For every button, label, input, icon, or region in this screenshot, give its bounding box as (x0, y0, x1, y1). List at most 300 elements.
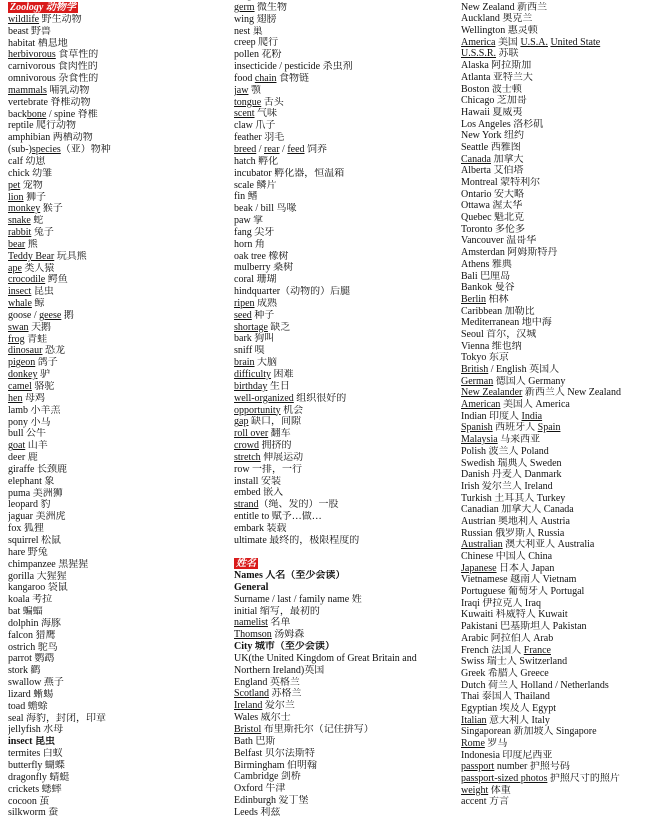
vocab-entry (461, 247, 660, 259)
entry-underlined: crocodile (8, 274, 46, 286)
entry-text: Amsterdan 阿姆斯特丹 (461, 247, 558, 259)
entry-text: beak / bill 鸟喙 (234, 203, 297, 215)
entry-text: stork 鹳 (8, 665, 41, 677)
vocab-entry (8, 203, 230, 215)
entry-underlined: monkey (8, 203, 41, 215)
entry-underlined: New Zealander (461, 387, 523, 399)
entry-meaning: 澳大利亚人 Australia (502, 539, 595, 551)
entry-text: embark 装载 (234, 522, 287, 534)
vocab-entry (234, 168, 458, 180)
entry-meaning: 缺乏 (267, 321, 291, 333)
vocab-entry (8, 227, 230, 239)
entry-text: creep 爬行 (234, 37, 279, 49)
entry-text: Caribbean 加勒比 (461, 305, 535, 317)
entry-prefix: back (8, 108, 27, 120)
entry-text: Chicago 芝加哥 (461, 95, 527, 107)
vocab-entry (8, 784, 230, 796)
entry-text: nest 巢 (234, 25, 263, 37)
vocab-entry (461, 212, 660, 224)
entry-text: oak tree 橡树 (234, 250, 289, 262)
entry-meaning: 哺乳动物 (46, 84, 90, 96)
entry-underlined: Scotland (234, 688, 269, 700)
entry-middle: / (279, 143, 288, 155)
vocab-entry (461, 294, 660, 306)
entry-underlined: scent (234, 108, 255, 120)
vocab-entry (461, 680, 660, 692)
entry-text: Portuguese 葡萄牙人 Portugal (461, 586, 585, 598)
vocab-entry (8, 499, 230, 511)
entry-underlined: rear (264, 143, 280, 155)
vocab-entry (234, 393, 458, 405)
entry-text: Wales 威尔士 (234, 712, 291, 724)
vocab-entry (234, 629, 458, 641)
entry-underlined: swan (8, 321, 29, 333)
entry-underlined: opportunity (234, 404, 281, 416)
entry-meaning: 新西兰人 New Zealand (522, 387, 621, 399)
vocab-entry (8, 476, 230, 488)
vocab-entry (8, 334, 230, 346)
vocab-entry (461, 271, 660, 283)
vocab-entry (8, 807, 230, 819)
entry-text: Irish 爱尔兰人 Ireland (461, 480, 553, 492)
entry-meaning: 母鸡 (22, 392, 45, 404)
vocab-entry (461, 60, 660, 72)
entry-meaning: 体重 (488, 784, 511, 796)
entry-underlined: Japanese (461, 562, 497, 574)
vocab-entry (234, 215, 458, 227)
entry-underlined: birthday (234, 380, 268, 392)
section-heading: Zoology 动物学 (10, 2, 76, 13)
vocab-entry (461, 13, 660, 25)
vocab-entry (461, 306, 660, 318)
entry-underlined: mammals (8, 84, 47, 96)
vocab-entry (8, 606, 230, 618)
vocab-entry (234, 262, 458, 274)
entry-meaning: 鸽子 (35, 357, 58, 369)
vocab-entry (8, 642, 230, 654)
entry-text: calf 幼崽 (8, 155, 46, 167)
entry-underlined: American (461, 399, 501, 411)
entry-text: Cambridge 剑桥 (234, 771, 301, 783)
entry-text: toad 蟾蜍 (8, 700, 48, 712)
entry-meaning: 翻车 (268, 428, 291, 440)
vocab-entry (461, 726, 660, 738)
entry-underlined: Spain (537, 422, 561, 434)
vocab-entry (8, 251, 230, 263)
entry-text: Quebec 魁北克 (461, 212, 525, 224)
entry-underlined: camel (8, 381, 32, 392)
entry-underlined: hen (8, 392, 23, 404)
vocab-entry (461, 200, 660, 212)
vocab-entry (8, 417, 230, 429)
vocab-entry (461, 48, 660, 60)
vocab-entry (234, 381, 458, 393)
vocab-entry (8, 239, 230, 251)
vocab-entry (8, 168, 230, 180)
entry-text: squirrel 松鼠 (8, 534, 62, 546)
vocab-entry (8, 156, 230, 168)
entry-text: Wellington 惠灵顿 (461, 25, 538, 37)
entry-underlined: Australian (461, 539, 503, 551)
entry-underlined: Bristol (234, 723, 262, 735)
entry-text: incubator 孵化器，恒温箱 (234, 167, 345, 179)
entry-text: Polish 波兰人 Poland (461, 445, 549, 457)
entry-text: Alaska 阿拉斯加 (461, 60, 532, 72)
vocab-entry (461, 645, 660, 657)
entry-text: Toronto 多伦多 (461, 223, 526, 235)
vocab-entry (461, 317, 660, 329)
entry-underlined: strand (234, 499, 259, 511)
entry-text: dolphin 海豚 (8, 617, 62, 629)
entry-text: bat 蝙蝠 (8, 606, 43, 618)
entry-text: Los Angeles 洛杉矶 (461, 118, 544, 130)
vocab-entry (8, 14, 230, 26)
entry-meaning: 大脑 (254, 357, 278, 369)
entry-text: chick 幼雏 (8, 167, 53, 179)
entry-underlined: Teddy Bear (8, 250, 55, 262)
vocab-entry (234, 677, 458, 689)
vocab-entry (234, 606, 458, 618)
entry-underlined: well-organized (234, 392, 294, 404)
entry-text: Canadian 加拿大人 Canada (461, 504, 574, 516)
vocab-entry (234, 2, 458, 14)
vocab-entry (461, 481, 660, 493)
vocab-entry (461, 130, 660, 142)
vocab-entry (461, 750, 660, 762)
entry-meaning: 鳄鱼 (45, 274, 68, 286)
vocab-entry (8, 381, 230, 393)
vocab-entry (461, 224, 660, 236)
entry-underlined: tongue (234, 96, 262, 108)
entry-meaning: 汤姆森 (271, 629, 305, 641)
entry-underlined: breed (234, 143, 257, 155)
vocab-entry (461, 516, 660, 528)
entry-text: entitle to 赋予…做… (234, 511, 322, 523)
entry-text: England 英格兰 (234, 676, 300, 688)
vocab-entry (234, 333, 458, 345)
entry-meaning: 日本人 Japan (496, 562, 555, 574)
vocab-entry (8, 38, 230, 50)
entry-underlined: Thomson (234, 629, 272, 641)
vocab-entry (8, 144, 230, 156)
vocab-entry (461, 142, 660, 154)
vocab-entry (234, 807, 458, 819)
vocab-entry (8, 713, 230, 725)
vocab-entry (234, 736, 458, 748)
entry-text: coral 珊瑚 (234, 274, 277, 286)
vocab-entry (8, 393, 230, 405)
vocab-entry (234, 487, 458, 499)
vocab-entry (8, 452, 230, 464)
vocab-entry (8, 724, 230, 736)
entry-underlined: goat (8, 440, 26, 452)
vocab-entry (8, 73, 230, 85)
entry-text: Indonesia 印度尼西亚 (461, 749, 553, 761)
entry-middle: 美国 (495, 36, 521, 48)
vocab-entry (234, 322, 458, 334)
entry-middle: / (256, 143, 264, 155)
vocab-entry (234, 535, 458, 547)
vocab-entry (8, 736, 230, 748)
entry-underlined: seed (234, 309, 252, 321)
entry-meaning: 苏格兰 (269, 688, 302, 700)
vocab-entry (8, 357, 230, 369)
entry-text: kangaroo 袋鼠 (8, 582, 68, 594)
entry-underlined: dinosaur (8, 345, 43, 357)
entry-underlined: German (461, 375, 494, 387)
entry-text: insecticide / pesticide 杀虫剂 (234, 61, 353, 73)
vocab-entry (8, 488, 230, 500)
vocab-entry (461, 668, 660, 680)
entry-text: Danish 丹麦人 Danmark (461, 469, 562, 481)
entry-meaning: 组织很好的 (293, 392, 347, 404)
entry-underlined: Rome (461, 738, 485, 749)
entry-text: Belfast 贝尔法斯特 (234, 747, 315, 759)
vocab-entry (8, 369, 230, 381)
vocab-entry (461, 119, 660, 131)
vocab-entry (461, 235, 660, 247)
entry-meaning: / English 英国人 (488, 364, 560, 375)
entry-meaning: 意大利人 Italy (486, 714, 550, 726)
entry-text: lamb 小羊羔 (8, 404, 61, 416)
vocab-entry (234, 108, 458, 120)
entry-text: embed 嵌入 (234, 487, 284, 499)
column-cities-nationalities (461, 0, 660, 808)
entry-text: scale 鳞片 (234, 179, 277, 191)
entry-underlined: donkey (8, 369, 38, 381)
entry-meaning: 美国人 America (500, 399, 570, 411)
entry-meaning: 机会 (280, 404, 304, 416)
entry-text: Austrian 奥地利人 Austria (461, 515, 570, 527)
entry-text: hare 野兔 (8, 546, 48, 558)
vocab-entry (8, 760, 230, 772)
vocab-entry (8, 61, 230, 73)
vocab-entry (234, 700, 458, 712)
vocab-entry (234, 428, 458, 440)
entry-text: wing 翅膀 (234, 13, 277, 25)
vocab-entry (234, 570, 458, 582)
entry-underlined: geese (39, 309, 62, 321)
vocab-entry (8, 286, 230, 298)
vocab-entry (8, 665, 230, 677)
vocab-entry (461, 493, 660, 505)
vocab-entry (461, 785, 660, 797)
entry-meaning: 鲸 (31, 298, 45, 310)
vocab-entry (8, 748, 230, 760)
vocab-entry (234, 688, 458, 700)
entry-text: Surname / last / family name 姓 (234, 593, 362, 605)
vocab-entry (8, 405, 230, 417)
subheading: insect 昆虫 (8, 736, 55, 748)
vocab-entry (234, 511, 458, 523)
entry-underlined: United State (550, 36, 601, 48)
entry-text: silkworm 蚕 (8, 807, 59, 819)
vocab-entry (234, 251, 458, 263)
vocab-entry (8, 535, 230, 547)
vocab-entry (461, 422, 660, 434)
entry-meaning: 恐龙 (42, 345, 65, 357)
entry-underlined: passport (461, 761, 495, 773)
vocab-entry (234, 227, 458, 239)
entry-text: Ontario 安大略 (461, 188, 525, 200)
entry-text: Montreal 蒙特利尔 (461, 177, 541, 188)
subheading: City 城市（至少会读） (234, 641, 335, 653)
vocab-entry (8, 796, 230, 808)
vocab-entry (461, 504, 660, 516)
vocab-entry (8, 428, 230, 440)
entry-text: crickets 蟋蟀 (8, 783, 62, 795)
entry-text: amphibian 两栖动物 (8, 132, 93, 144)
vocab-entry (461, 703, 660, 715)
entry-text: dragonfly 蜻蜓 (8, 771, 70, 783)
vocab-entry (8, 772, 230, 784)
entry-text: omnivorous 杂食性的 (8, 73, 99, 85)
entry-text: falcon 猎鹰 (8, 629, 56, 641)
vocab-entry (8, 440, 230, 452)
entry-meaning: 骆驼 (31, 381, 55, 392)
entry-text: Bankok 曼谷 (461, 282, 515, 294)
entry-text: install 安装 (234, 475, 281, 487)
vocab-entry (461, 387, 660, 399)
entry-underlined: India (521, 410, 543, 422)
vocab-entry (234, 132, 458, 144)
entry-meaning: 野生动物 (39, 13, 82, 25)
vocab-entry (461, 282, 660, 294)
entry-meaning: 罗马 (484, 738, 508, 749)
entry-underlined: herbivorous (8, 49, 56, 61)
vocab-entry (234, 452, 458, 464)
entry-text: jellyfish 水母 (8, 724, 64, 736)
entry-text: Vietnamese 越南人 Vietnam (461, 574, 577, 586)
entry-underlined: British (461, 364, 489, 375)
entry-meaning: 驴 (37, 369, 50, 381)
vocab-entry (8, 464, 230, 476)
entry-meaning: 昆虫 (31, 286, 54, 298)
entry-text: fin 鳍 (234, 191, 258, 203)
vocab-entry (461, 586, 660, 598)
vocab-entry (234, 120, 458, 132)
entry-meaning: 类人猿 (21, 262, 55, 274)
entry-text: Oxford 牛津 (234, 783, 286, 795)
entry-underlined: America (461, 36, 496, 48)
entry-meaning: 猴子 (40, 203, 63, 215)
entry-prefix: food (234, 72, 255, 84)
entry-meaning: 微生物 (254, 1, 288, 13)
vocab-entry (8, 274, 230, 286)
vocab-entry (234, 665, 458, 677)
vocab-entry (461, 84, 660, 96)
vocab-entry (234, 97, 458, 109)
vocab-entry (461, 411, 660, 423)
vocab-entry (8, 618, 230, 630)
vocab-entry (461, 574, 660, 586)
vocab-entry (8, 109, 230, 121)
entry-text: Turkish 土耳其人 Turkey (461, 492, 566, 504)
vocab-entry (8, 85, 230, 97)
vocab-entry (461, 376, 660, 388)
entry-text: Pakistani 巴基斯坦人 Pakistan (461, 621, 587, 633)
vocab-entry (461, 446, 660, 458)
entry-text: Thai 泰国人 Thailand (461, 691, 550, 703)
entry-underlined: lion (8, 191, 24, 203)
entry-text: cocoon 茧 (8, 795, 50, 807)
vocab-entry (8, 97, 230, 109)
vocab-entry (8, 653, 230, 665)
entry-text: Northern Ireland)英国 (234, 664, 325, 676)
vocab-entry (234, 14, 458, 26)
entry-text: Boston 波士顿 (461, 83, 522, 95)
entry-prefix: goose / (8, 309, 40, 321)
entry-meaning: 宠物 (20, 179, 43, 191)
entry-text: Dutch 荷兰人 Holland / Netherlands (461, 679, 609, 691)
vocab-entry (461, 715, 660, 727)
entry-underlined: Spanish (461, 422, 493, 434)
vocab-entry (234, 239, 458, 251)
entry-underlined: roll over (234, 428, 269, 440)
vocab-entry (8, 298, 230, 310)
vocab-entry (234, 191, 458, 203)
vocab-entry (234, 582, 458, 594)
entry-text: Arabic 阿拉伯人 Arab (461, 632, 554, 644)
entry-text: Hawaii 夏威夷 (461, 106, 523, 118)
vocab-entry (8, 322, 230, 334)
entry-underlined: brain (234, 357, 255, 369)
vocab-entry (8, 192, 230, 204)
vocab-entry (461, 399, 660, 411)
entry-text: initial 缩写，最初的 (234, 605, 320, 617)
entry-text: puma 美洲狮 (8, 487, 63, 499)
entry-text: habitat 栖息地 (8, 37, 68, 49)
entry-prefix: French 法国人 (461, 644, 524, 656)
entry-underlined: wildlife (8, 13, 40, 25)
vocab-entry (461, 2, 660, 14)
entry-prefix: Indian 印度人 (461, 410, 522, 422)
entry-text: sniff 嗅 (234, 345, 265, 357)
vocab-entry (461, 107, 660, 119)
vocab-entry (461, 539, 660, 551)
vocab-entry (234, 369, 458, 381)
vocab-entry (234, 310, 458, 322)
entry-text: Seattle 西雅图 (461, 141, 521, 153)
entry-text: mulberry 桑树 (234, 262, 294, 274)
vocab-entry (461, 551, 660, 563)
entry-text: ultimate 最终的，极限程度的 (234, 534, 360, 546)
vocab-entry (234, 49, 458, 61)
entry-text: giraffe 长颈鹿 (8, 463, 67, 475)
entry-text: fox 狐狸 (8, 523, 44, 535)
entry-text: Athens 雅典 (461, 258, 512, 270)
entry-underlined: Canada (461, 153, 491, 165)
entry-meaning: 气味 (254, 108, 278, 120)
entry-text: chimpanzee 黑猩猩 (8, 558, 89, 570)
vocab-entry (234, 345, 458, 357)
vocab-entry (234, 748, 458, 760)
vocab-entry (461, 352, 660, 364)
entry-text: carnivorous 食肉性的 (8, 61, 98, 73)
entry-text: reptile 爬行动物 (8, 120, 77, 132)
entry-text: Ottawa 渥太华 (461, 200, 523, 212)
entry-text: beast 野兽 (8, 25, 52, 37)
vocab-entry (461, 341, 660, 353)
vocab-entry (461, 259, 660, 271)
entry-text: Alberta 艾伯塔 (461, 165, 524, 177)
entry-meaning: 拥挤的 (259, 440, 292, 452)
entry-meaning: 布里斯托尔（记住拼写） (261, 723, 374, 735)
vocab-entry (8, 26, 230, 38)
vocab-entry (8, 180, 230, 192)
entry-text: Tokyo 东京 (461, 352, 509, 364)
vocab-entry (234, 286, 458, 298)
